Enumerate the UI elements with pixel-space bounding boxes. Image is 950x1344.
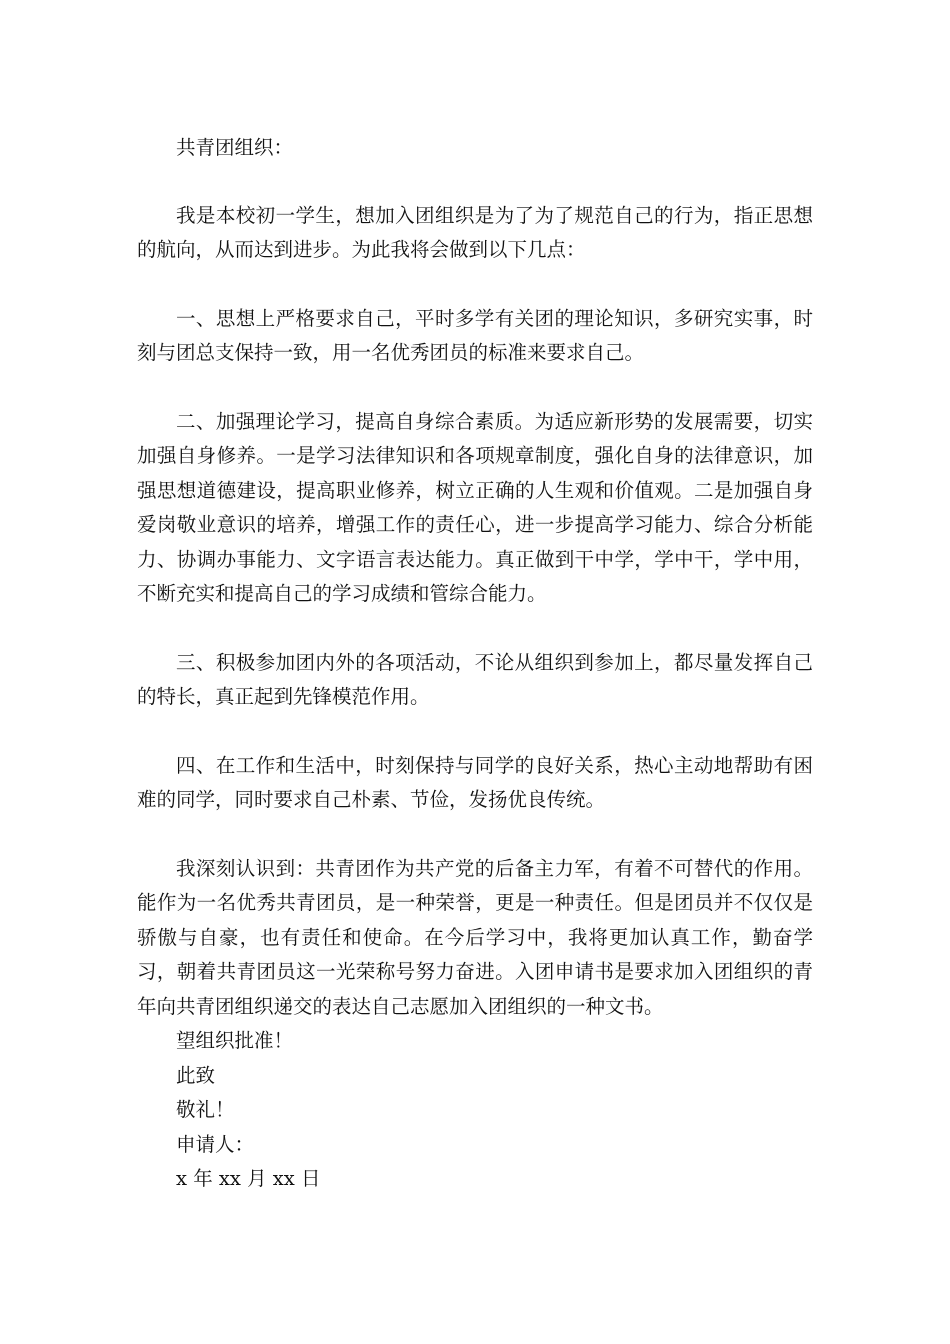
paragraph-conclusion: 我深刻认识到：共青团作为共产党的后备主力军，有着不可替代的作用。能作为一名优秀共青团员，是一种荣誉，更是一种责任。但是团员并不仅仅是骄傲与自豪，也有责任和使命。在今后学习中，我将更加认真工作，勤奋学习，朝着共青团员这一光荣称号努力奋进。入团申请书是要求加入团组织的青年向共青团组织递交的表达自己志愿加入团组织的一种文书。 — [137, 856, 813, 1018]
closing-ci-zhi: 此致 — [176, 1063, 216, 1087]
applicant-label: 申请人： — [176, 1132, 255, 1156]
paragraph-intro: 我是本校初一学生，想加入团组织是为了为了规范自己的行为，指正思想的航向，从而达到进步。为此我将会做到以下几点： — [137, 203, 813, 261]
date-line: x 年 xx 月 xx 日 — [176, 1167, 321, 1190]
paragraph-point-3: 三、积极参加团内外的各项活动，不论从组织到参加上，都尽量发挥自己的特长，真正起到先锋模范作用。 — [137, 650, 813, 708]
salutation: 共青团组织： — [176, 136, 294, 159]
closing-jing-li: 敬礼！ — [176, 1098, 235, 1121]
document-page — [137, 131, 813, 1197]
paragraph-point-2: 二、加强理论学习，提高自身综合素质。为适应新形势的发展需要，切实加强自身修养。一是学习法律知识和各项规章制度，强化自身的法律意识，加强思想道德建设，提高职业修养，树立正确的人生观和价值观。二是加强自身爱岗敬业意识的培养，增强工作的责任心，进一步提高学习能力、综合分析能力、协调办事能力、文字语言表达能力。真正做到干中学，学中干，学中用，不断充实和提高自己的学习成绩和管综合能力。 — [137, 409, 813, 605]
closing-request: 望组织批准！ — [176, 1029, 294, 1052]
paragraph-point-4: 四、在工作和生活中，时刻保持与同学的良好关系，热心主动地帮助有困难的同学，同时要求自己朴素、节俭，发扬优良传统。 — [137, 753, 813, 811]
paragraph-point-1: 一、思想上严格要求自己，平时多学有关团的理论知识，多研究实事，时刻与团总支保持一致，用一名优秀团员的标准来要求自己。 — [137, 306, 813, 364]
